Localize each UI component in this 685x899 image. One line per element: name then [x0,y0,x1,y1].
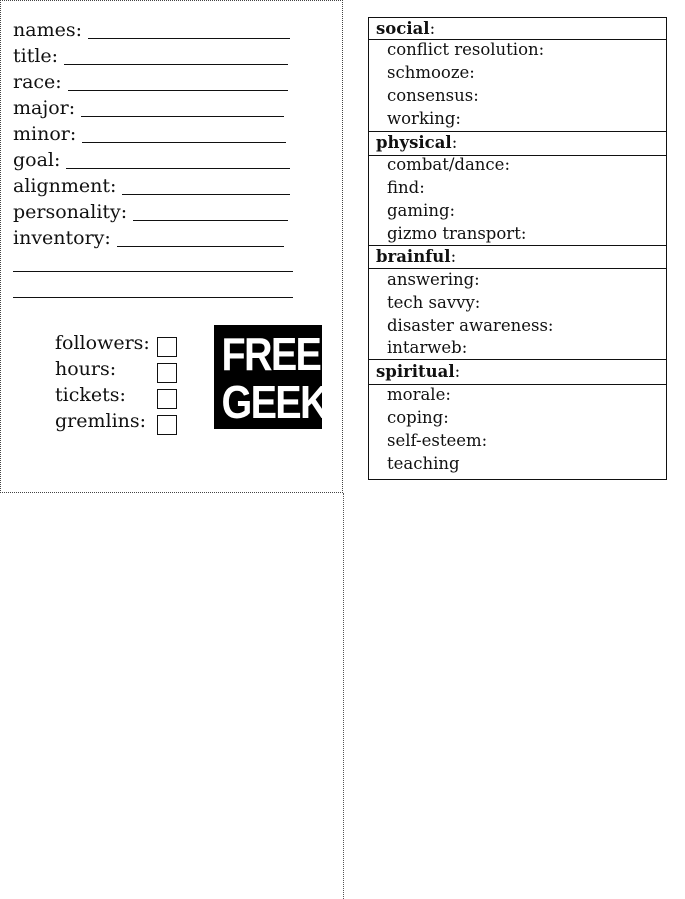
field-label: title: [13,45,59,67]
field-label: inventory: [13,227,111,249]
answer-line[interactable] [66,168,290,169]
character-card [0,0,343,493]
section-title: brainful [376,247,451,266]
goal-field[interactable] [13,144,290,170]
field-label: names: [13,19,82,41]
names-field[interactable] [13,14,290,40]
counter-label: hours: [55,358,117,380]
skill-item[interactable]: conflict resolution: [387,40,545,59]
field-label: major: [13,97,76,119]
section-colon: : [451,133,458,152]
major-field[interactable] [13,92,284,118]
field-label: goal: [13,149,61,171]
counter-label: tickets: [55,384,126,406]
section-title: spiritual [376,362,455,381]
tickets-counter [55,383,185,409]
skill-item[interactable]: morale: [387,385,451,404]
skill-item[interactable]: self-esteem: [387,431,488,450]
skill-item[interactable]: disaster awareness: [387,316,554,335]
skill-item[interactable]: coping: [387,408,449,427]
gremlins-checkbox[interactable] [157,415,177,435]
logo-text-geek: GEEK [221,376,327,428]
section-divider [369,268,666,269]
skills-table [368,17,667,480]
counter-label: gremlins: [55,410,147,432]
answer-line[interactable] [81,116,284,117]
inventory-field[interactable] [13,222,284,248]
alignment-field[interactable] [13,170,290,196]
hours-checkbox[interactable] [157,363,177,383]
section-header-spiritual [369,361,666,384]
skill-item[interactable]: intarweb: [387,338,468,357]
gremlins-counter [55,409,185,435]
tickets-checkbox[interactable] [157,389,177,409]
section-colon: : [429,19,436,38]
section-title: physical [376,133,452,152]
skill-item[interactable]: consensus: [387,86,479,105]
section-header-physical [369,132,666,155]
section-colon: : [454,362,461,381]
answer-line[interactable] [133,220,288,221]
skill-item[interactable]: combat/dance: [387,155,511,174]
inventory-extra-line[interactable] [13,297,293,298]
counter-label: followers: [55,332,150,354]
field-label: alignment: [13,175,117,197]
answer-line[interactable] [122,194,290,195]
answer-line[interactable] [68,90,288,91]
hours-counter [55,357,185,383]
followers-counter [55,331,185,357]
logo-text-free: FREE [221,328,321,380]
inventory-extra-line[interactable] [13,271,293,272]
field-label: race: [13,71,62,93]
followers-checkbox[interactable] [157,337,177,357]
answer-line[interactable] [64,64,288,65]
skill-item[interactable]: find: [387,178,425,197]
field-label: personality: [13,201,128,223]
skill-item[interactable]: working: [387,109,461,128]
section-header-brainful [369,246,666,269]
section-title: social [376,19,430,38]
skill-item[interactable]: gaming: [387,201,456,220]
section-colon: : [450,247,457,266]
skill-item[interactable]: gizmo transport: [387,224,527,243]
personality-field[interactable] [13,196,288,222]
section-header-social [369,18,666,41]
answer-line[interactable] [88,38,290,39]
title-field[interactable] [13,40,288,66]
free-geek-logo [214,325,327,429]
race-field[interactable] [13,66,288,92]
fold-guide [343,493,344,899]
answer-line[interactable] [82,142,286,143]
skill-item[interactable]: schmooze: [387,63,475,82]
section-divider [369,359,666,360]
skill-item[interactable]: teaching [387,454,460,473]
minor-field[interactable] [13,118,286,144]
field-label: minor: [13,123,77,145]
skill-item[interactable]: answering: [387,270,480,289]
skill-item[interactable]: tech savvy: [387,293,481,312]
answer-line[interactable] [117,246,284,247]
